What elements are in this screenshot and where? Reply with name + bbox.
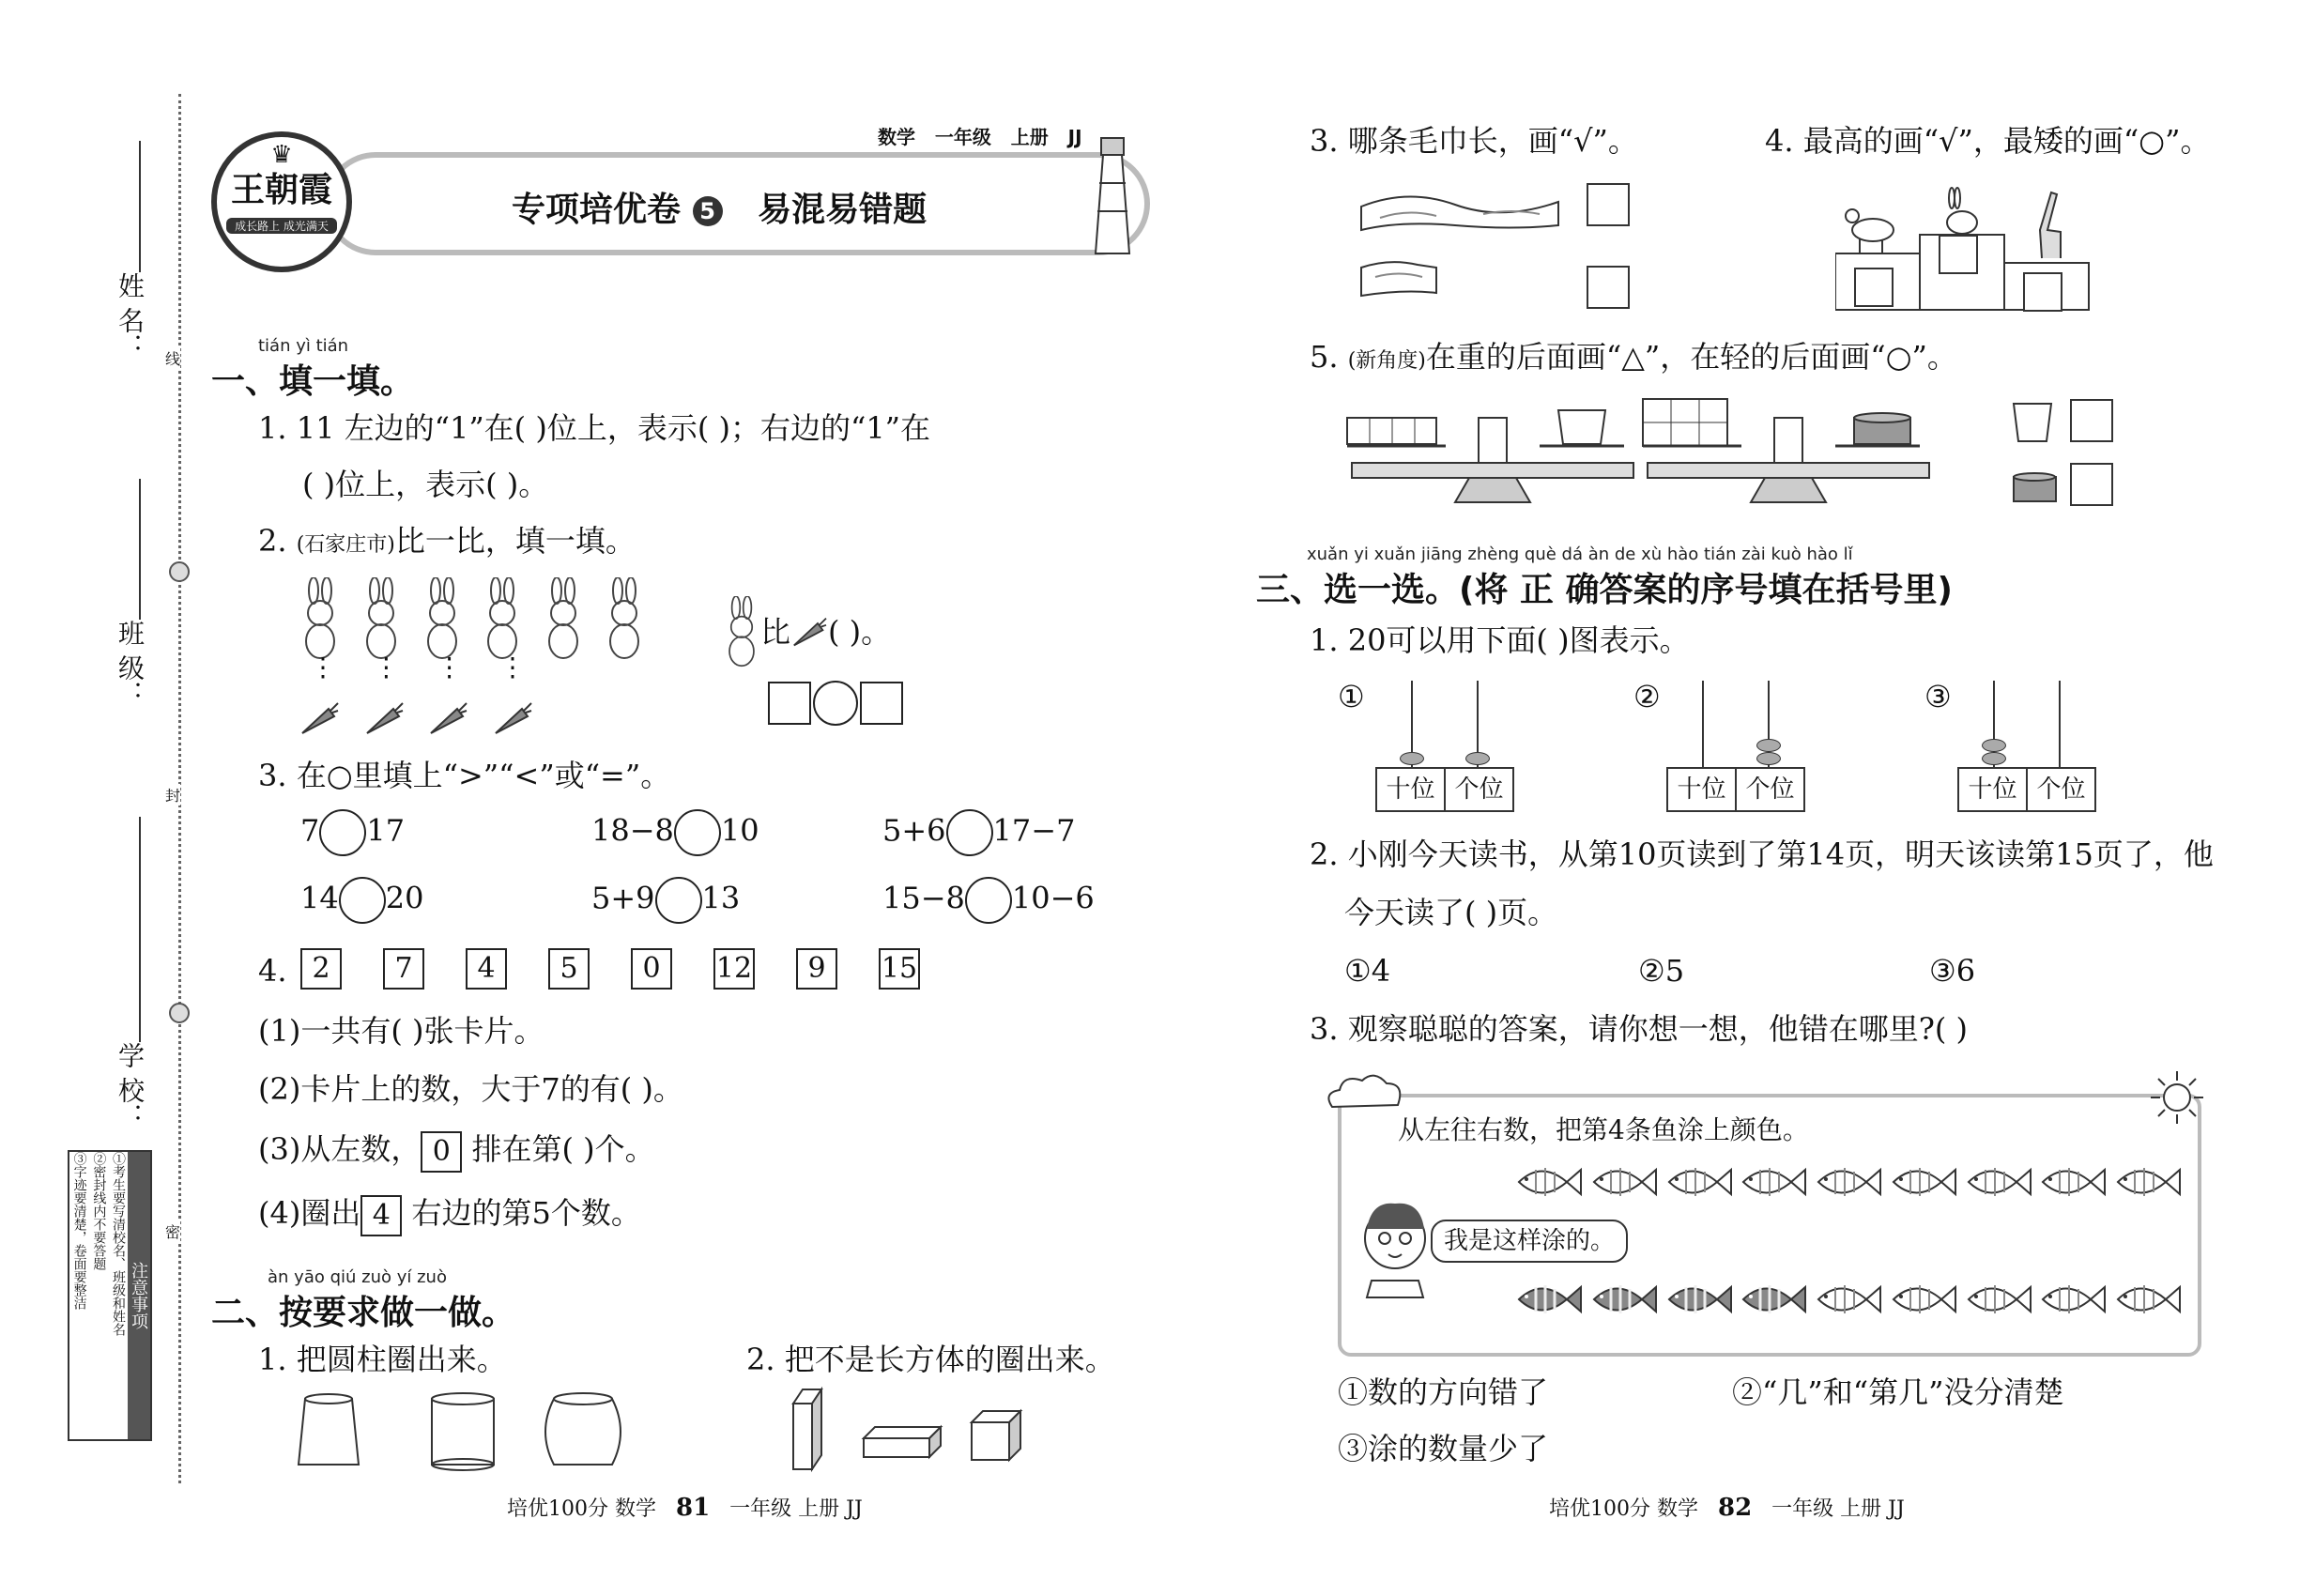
abacus-bead <box>1982 739 2006 752</box>
rabbit-row <box>299 577 646 662</box>
cylinder-shape[interactable] <box>432 1393 494 1470</box>
s3-q1: 1. 20可以用下面( )图表示。 <box>1310 622 1690 658</box>
r-q4: 4. 最高的画“√”，最矮的画“○”。 <box>1765 123 2211 159</box>
section1-pinyin: tián yì tián <box>258 336 349 356</box>
short-towel <box>1361 262 1436 296</box>
rabbit-icon <box>481 577 524 660</box>
compare-blank: ( )。 <box>828 614 892 650</box>
abacus-rod <box>2059 681 2061 767</box>
q4-3 <box>258 1130 655 1173</box>
fish-row-top <box>1515 1159 2182 1205</box>
abacus-bead <box>1400 752 1424 765</box>
fish-icon <box>1965 1159 2032 1205</box>
q4-4 <box>258 1194 641 1236</box>
compare-right: 10−6 <box>1011 880 1095 916</box>
fish-icon <box>1590 1159 1658 1205</box>
brand-name: 王朝霞 <box>230 170 332 209</box>
compare-item <box>591 809 759 856</box>
r-q5: 5. (新角度)在重的后面画“△”，在轻的后面画“○”。 <box>1310 339 1957 375</box>
shapes-cylinders <box>291 1389 648 1474</box>
section3-title: 三、选一选。(将 正 确答案的序号填在括号里) <box>1256 571 1953 609</box>
cut-mark-closed: 密 <box>165 1220 180 1242</box>
compare-circle[interactable] <box>655 877 702 924</box>
binding-strip <box>0 0 188 1596</box>
header-title <box>512 183 927 231</box>
notes-item: ②密封线内不要答题 <box>91 1152 107 1270</box>
q4-1: (1)一共有( )张卡片。 <box>258 1013 544 1049</box>
answer-box[interactable] <box>768 682 811 725</box>
s3-q3: 3. 观察聪聪的答案，请你想一想，他错在哪里?( ) <box>1310 1011 1969 1047</box>
answer-circle[interactable] <box>813 681 858 726</box>
s3-q2-line1: 2. 小刚今天读书，从第10页读到了第14页，明天该读第15页了，他 <box>1310 836 2214 872</box>
footer-left-a: 培优100分 数学 <box>507 1497 656 1521</box>
compare-circle[interactable] <box>946 809 993 856</box>
long-towel <box>1361 196 1558 230</box>
meta-edition: JJ <box>1067 126 1082 148</box>
dots-icon: ⋮ <box>436 652 463 683</box>
title-number: 5 <box>693 196 723 226</box>
footer-left <box>507 1493 863 1522</box>
compare-circle[interactable] <box>339 877 386 924</box>
meta-volume: 上册 <box>1010 126 1049 148</box>
q5-text: 在重的后面画“△”，在轻的后面画“○”。 <box>1425 339 1957 375</box>
compare-item <box>882 877 1095 924</box>
fish-icon <box>1515 1159 1583 1205</box>
tens-cell: 十位 <box>1957 767 2028 812</box>
boy-face-icon <box>1353 1187 1437 1299</box>
weight-answer-box[interactable] <box>2070 399 2113 442</box>
ones-cell: 个位 <box>1735 767 1805 812</box>
dots-icon: ⋮ <box>498 652 526 683</box>
cubes-icon <box>1347 418 1436 444</box>
q4-3-text: (3)从左数， <box>258 1131 422 1167</box>
section2-title: 二、按要求做一做。 <box>211 1294 516 1332</box>
fish-panel <box>1338 1094 2201 1357</box>
cut-mark-line: 线 <box>165 347 180 369</box>
tens-cell: 十位 <box>1375 767 1446 812</box>
subtitle-text: 易混易错题 <box>758 191 928 229</box>
fish-instruction: 从左往右数，把第4条鱼涂上颜色。 <box>1398 1114 1809 1145</box>
giraffe-icon <box>2040 192 2061 258</box>
number-card: 2 <box>300 948 342 990</box>
compare-right: 17 <box>366 812 406 849</box>
fish-icon <box>1890 1276 1957 1323</box>
abacus-1 <box>1375 681 1516 812</box>
number-card: 0 <box>631 948 672 990</box>
number-card: 0 <box>421 1131 462 1173</box>
compare-right: 13 <box>701 880 741 916</box>
carrot-icon <box>790 615 828 649</box>
number-card: 7 <box>383 948 424 990</box>
compare-row <box>723 596 891 668</box>
balance-figure-2 <box>1638 390 1939 512</box>
abacus-3 <box>1957 681 2098 812</box>
tall-cuboid-shape[interactable] <box>793 1389 821 1469</box>
footer-left-page: 81 <box>675 1494 711 1522</box>
notes-item: ①考生要写清校名、班级和姓名 <box>111 1152 126 1336</box>
speech-bubble <box>1431 1220 1628 1263</box>
lighthouse-icon <box>1084 127 1141 258</box>
compare-left: 5+6 <box>882 812 946 849</box>
fish-colored-icon <box>1515 1276 1583 1323</box>
school-line[interactable] <box>139 817 141 1042</box>
compare-answer-boxes <box>768 681 903 726</box>
footer-right-b: 一年级 上册 JJ <box>1771 1497 1905 1521</box>
rabbit-icon <box>421 577 464 660</box>
q4-4-text: 右边的第5个数。 <box>411 1195 641 1231</box>
number-card: 9 <box>796 948 837 990</box>
goat-icon <box>1846 209 1894 253</box>
card-row <box>300 948 920 990</box>
notes-title: 注意事项 <box>128 1152 150 1439</box>
q4-label: 4. <box>258 953 287 989</box>
carrot-icon <box>492 699 533 737</box>
weight-answer-box[interactable] <box>2070 463 2113 506</box>
rabbit-icon <box>299 577 342 660</box>
q2-text: 比一比，填一填。 <box>394 523 636 559</box>
number-card: 15 <box>879 948 920 990</box>
compare-item <box>300 809 405 856</box>
fish-icon <box>1665 1159 1733 1205</box>
abacus-bead <box>1982 752 2006 765</box>
s3-q2-line2: 今天读了( )页。 <box>1344 895 1558 930</box>
rabbit-icon <box>360 577 403 660</box>
tens-cell: 十位 <box>1666 767 1737 812</box>
meta-grade: 一年级 <box>934 126 991 148</box>
abacus-2 <box>1666 681 1807 812</box>
s3-q2-opt: ③6 <box>1929 953 1976 989</box>
animal-answer-box[interactable] <box>2023 272 2062 312</box>
footer-right-page: 82 <box>1717 1494 1753 1522</box>
fish-icon <box>1890 1159 1957 1205</box>
compare-circle[interactable] <box>674 809 721 856</box>
shapes-boxes <box>789 1380 1033 1474</box>
notes-item: ③字迹要清楚，卷面要整洁 <box>71 1152 87 1310</box>
balance-figure-1 <box>1342 390 1643 512</box>
abacus-rod <box>1702 681 1704 767</box>
section1-title: 一、填一填。 <box>211 362 415 401</box>
fish-colored-icon <box>1590 1276 1658 1323</box>
abacus-bead <box>1465 752 1490 765</box>
name-label: 姓 名： <box>115 272 146 360</box>
can-legend-icon <box>2009 469 2061 507</box>
speech-text: 我是这样涂的。 <box>1444 1227 1616 1255</box>
s3-q3-opt2: ②“几”和“第几”没分清楚 <box>1732 1374 2064 1410</box>
name-line[interactable] <box>139 141 141 272</box>
q2-line: 2. (石家庄市)比一比，填一填。 <box>258 523 636 559</box>
class-line[interactable] <box>139 479 141 620</box>
cut-mark-seal: 封 <box>165 784 180 806</box>
q4-3-text: 排在第( )个。 <box>471 1131 655 1167</box>
brand-slogan: 成长路上 成光满天 <box>226 218 337 234</box>
fish-colored-icon <box>1665 1276 1733 1323</box>
rabbit-icon <box>1947 188 1977 234</box>
compare-left: 14 <box>300 880 339 916</box>
ones-cell: 个位 <box>1444 767 1514 812</box>
number-card: 5 <box>548 948 590 990</box>
dots-icon: ⋮ <box>310 652 336 683</box>
flat-cuboid-shape[interactable] <box>864 1427 941 1457</box>
s3-q3-opt1: ①数的方向错了 <box>1338 1374 1549 1410</box>
meta-subject: 数学 <box>878 126 915 148</box>
fish-icon <box>1740 1159 1807 1205</box>
fish-colored-icon <box>1740 1276 1807 1323</box>
compare-left: 5+9 <box>591 880 655 916</box>
compare-left: 7 <box>300 812 320 849</box>
dots-row <box>310 652 526 683</box>
s2-q1: 1. 把圆柱圈出来。 <box>258 1342 507 1377</box>
abacus-label: ① <box>1338 679 1365 714</box>
rabbit-icon <box>723 596 760 668</box>
compare-left: 18−8 <box>591 812 674 849</box>
towel-answer-box[interactable] <box>1587 266 1630 309</box>
school-label: 学 校： <box>115 1042 146 1129</box>
answer-box[interactable] <box>860 682 903 725</box>
abacus-label: ② <box>1633 679 1661 714</box>
fish-icon <box>1815 1276 1882 1323</box>
binding-hole-icon <box>169 1003 190 1023</box>
abacus-bead <box>1756 739 1781 752</box>
section3-pinyin: xuǎn yi xuǎn jiāng zhèng què dá àn de xù hào tián zài kuò hào lǐ <box>1307 545 1853 564</box>
brand-logo <box>211 131 352 272</box>
header-meta <box>878 122 1082 149</box>
fish-icon <box>2114 1159 2182 1205</box>
q3-line: 3. 在○里填上“>”“<”或“=”。 <box>258 758 671 793</box>
carrot-icon <box>299 699 340 737</box>
s3-q2-opt: ①4 <box>1344 953 1391 989</box>
footer-right-a: 培优100分 数学 <box>1549 1497 1698 1521</box>
carrot-icon <box>363 699 405 737</box>
abacus-label: ③ <box>1924 679 1952 714</box>
number-card: 4 <box>466 948 507 990</box>
fish-icon <box>1815 1159 1882 1205</box>
drum-shape[interactable] <box>545 1393 621 1465</box>
fish-row-bottom <box>1515 1276 2182 1323</box>
q1-line2: ( )位上，表示( )。 <box>302 467 549 502</box>
compare-word: 比 <box>760 614 791 650</box>
fish-icon <box>1965 1276 2032 1323</box>
cup-icon <box>1558 410 1605 444</box>
fish-icon <box>2039 1159 2107 1205</box>
animal-answer-box[interactable] <box>1854 268 1894 307</box>
compare-item <box>591 877 740 924</box>
q2-tag: (石家庄市) <box>296 533 395 557</box>
section2-pinyin: àn yāo qiú zuò yí zuò <box>268 1267 447 1287</box>
frustum-shape[interactable] <box>299 1394 359 1465</box>
s3-q3-opt3: ③涂的数量少了 <box>1338 1431 1549 1466</box>
footer-left-b: 一年级 上册 JJ <box>729 1497 863 1521</box>
carrot-row <box>299 699 533 737</box>
number-card: 4 <box>360 1195 402 1236</box>
r-q3: 3. 哪条毛巾长，画“√”。 <box>1310 123 1638 159</box>
abacus-bead <box>1756 752 1781 765</box>
q1-line1: 1. 11 左边的“1”在( )位上，表示( )；右边的“1”在 <box>258 410 931 446</box>
class-label: 班 级： <box>115 620 146 707</box>
q5-tag: (新角度) <box>1347 349 1426 373</box>
rabbit-icon <box>603 577 646 660</box>
can-icon <box>1854 413 1910 444</box>
q4-2: (2)卡片上的数，大于7的有( )。 <box>258 1071 683 1107</box>
footer-right <box>1549 1493 1905 1522</box>
cup-legend-icon <box>2009 399 2061 446</box>
ones-cell: 个位 <box>2026 767 2096 812</box>
animal-answer-box[interactable] <box>1939 235 1978 274</box>
header-banner <box>211 126 1169 272</box>
s3-q2-opt: ②5 <box>1638 953 1685 989</box>
cubes-icon <box>1643 399 1727 446</box>
fish-icon <box>2039 1276 2107 1323</box>
fish-icon <box>2114 1276 2182 1323</box>
dots-icon: ⋮ <box>373 652 400 683</box>
sun-icon <box>2149 1069 2205 1126</box>
notes-box <box>68 1150 152 1441</box>
compare-right: 10 <box>720 812 759 849</box>
s2-q2: 2. 把不是长方体的圈出来。 <box>746 1342 1115 1377</box>
cloud-icon <box>1323 1069 1407 1116</box>
compare-item <box>300 877 423 924</box>
compare-right: 20 <box>385 880 424 916</box>
carrot-icon <box>427 699 468 737</box>
compare-right: 17−7 <box>992 812 1076 849</box>
number-card: 12 <box>713 948 755 990</box>
compare-left: 15−8 <box>882 880 965 916</box>
towels-figure <box>1352 178 1577 310</box>
crown-icon: ♛ <box>270 141 293 169</box>
towel-answer-box[interactable] <box>1587 183 1630 226</box>
binding-hole-icon <box>169 561 190 582</box>
compare-circle[interactable] <box>319 809 366 856</box>
title-text: 专项培优卷 <box>512 191 682 229</box>
cube-shape[interactable] <box>972 1411 1020 1460</box>
compare-item <box>882 809 1075 856</box>
compare-circle[interactable] <box>965 877 1012 924</box>
rabbit-icon <box>542 577 585 660</box>
q4-4-text: (4)圈出 <box>258 1195 361 1231</box>
